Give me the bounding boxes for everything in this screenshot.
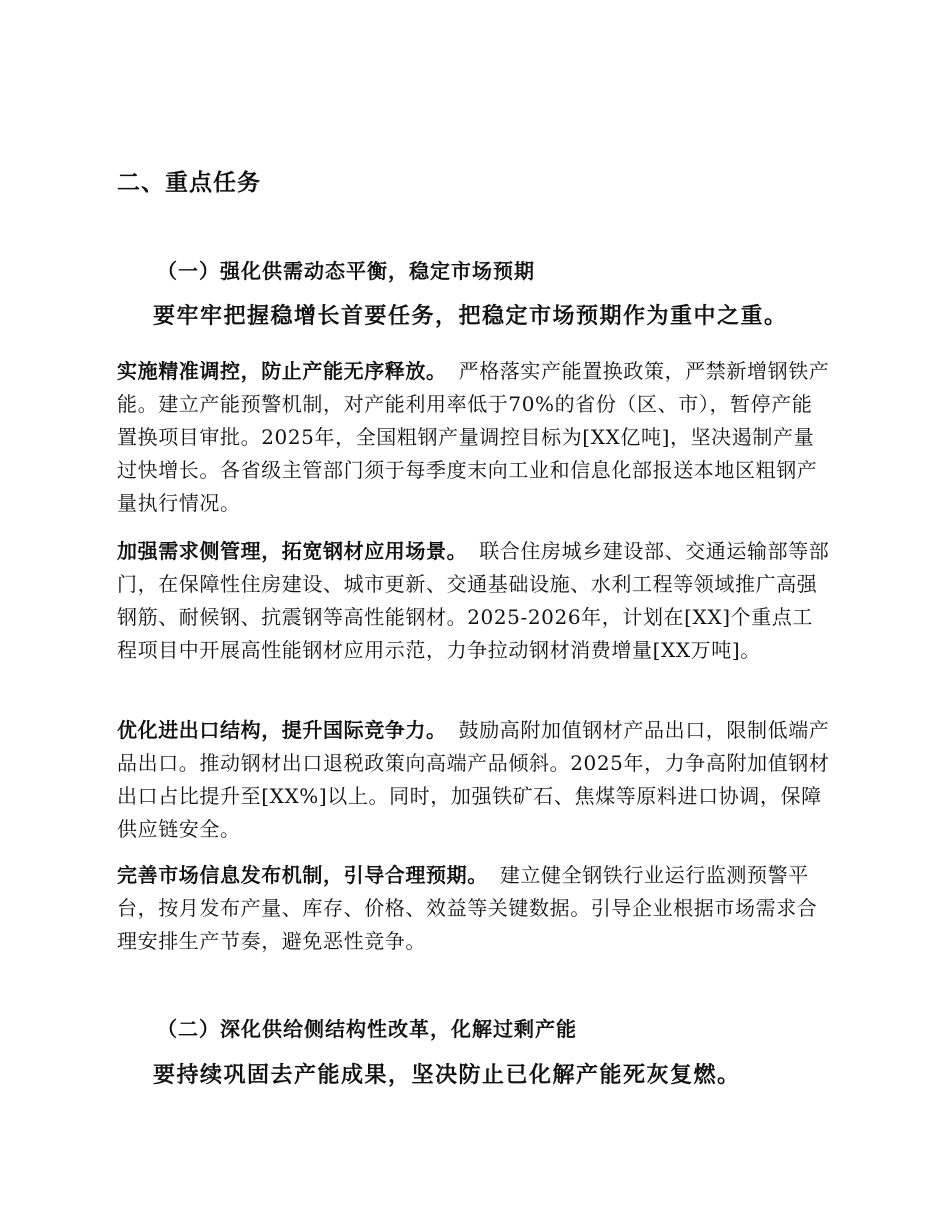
- paragraph-text: 联合住房城乡建设部、交通运输部等部门，在保障性住房建设、城市更新、交通基础设施、水利工程等领域推广高强钢筋、耐候钢、抗震钢等高性能钢材。2025-2026年，计划在[XX]个重点工程项目中开展高性能钢材应用示范，力争拉动钢材消费增量[XX万吨]。: [117, 539, 830, 662]
- lead-sentence-2: 要持续巩固去产能成果，坚决防止已化解产能死灰复燃。: [153, 1063, 741, 1088]
- section-title: 二、重点任务: [117, 170, 261, 196]
- paragraph-demand-management: [117, 535, 833, 667]
- paragraph-market-info: [117, 859, 833, 958]
- paragraph-heading: 完善市场信息发布机制，引导合理预期。: [117, 863, 488, 887]
- paragraph-text: 建立健全钢铁行业运行监测预警平台，按月发布产量、库存、价格、效益等关键数据。引导企业根据市场需求合理安排生产节奏，避免恶性竞争。: [117, 863, 818, 953]
- paragraph-capacity-control: [117, 355, 833, 520]
- paragraph-heading: 实施精准调控，防止产能无序释放。: [117, 359, 447, 383]
- lead-sentence-1: 要牢牢把握稳增长首要任务，把稳定市场预期作为重中之重。: [153, 304, 788, 329]
- paragraph-text: 鼓励高附加值钢材产品出口，限制低端产品出口。推动钢材出口退税政策向高端产品倾斜。2025年，力争高附加值钢材出口占比提升至[XX%]以上。同时，加强铁矿石、焦煤等原料进口协调，保障供应链安全。: [117, 718, 830, 841]
- paragraph-text: 严格落实产能置换政策，严禁新增钢铁产能。建立产能预警机制，对产能利用率低于70%的省份（区、市），暂停产能置换项目审批。2025年，全国粗钢产量调控目标为[XX亿吨]，坚决遏制产量过快增长。各省级主管部门须于每季度末向工业和信息化部报送本地区粗钢产量执行情况。: [117, 359, 830, 515]
- subheading-1: （一）强化供需动态平衡，稳定市场预期: [157, 259, 535, 283]
- paragraph-import-export: [117, 714, 833, 846]
- paragraph-heading: 优化进出口结构，提升国际竞争力。: [117, 718, 447, 742]
- subheading-2: （二）深化供给侧结构性改革，化解过剩产能: [157, 1017, 577, 1041]
- paragraph-heading: 加强需求侧管理，拓宽钢材应用场景。: [117, 539, 468, 563]
